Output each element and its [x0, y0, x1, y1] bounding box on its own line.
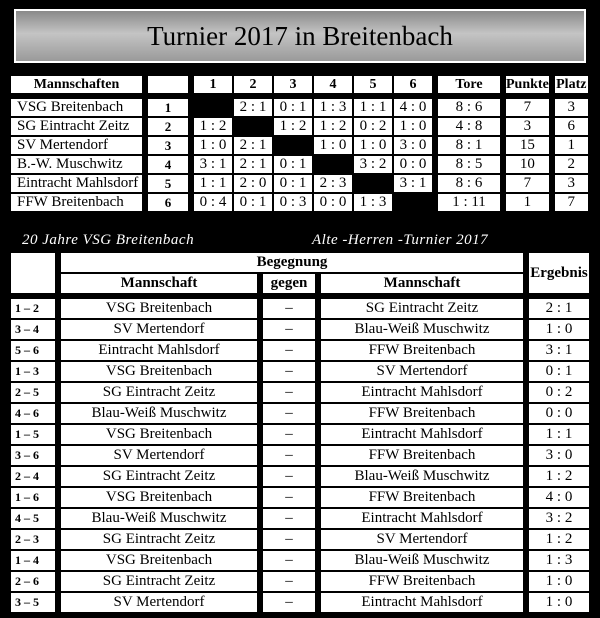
matches-table [10, 252, 590, 613]
match-score: 0 : 1 [273, 155, 313, 174]
away-team: Eintracht Mahlsdorf [320, 508, 524, 529]
team-number: 3 [147, 136, 189, 155]
match-pairing: 1 – 6 [10, 487, 56, 508]
team-name: Eintracht Mahlsdorf [10, 174, 143, 193]
away-team: SV Mertendorf [320, 529, 524, 550]
match-score: 0 : 2 [353, 117, 393, 136]
match-result: 0 : 1 [528, 361, 590, 382]
diagonal-block [313, 155, 353, 174]
match-score: 0 : 4 [193, 193, 233, 212]
match-result: 3 : 1 [528, 340, 590, 361]
header-away-team: Mannschaft [320, 273, 524, 294]
away-team: FFW Breitenbach [320, 403, 524, 424]
match-score: 1 : 2 [193, 117, 233, 136]
match-score: 3 : 2 [353, 155, 393, 174]
team-goals: 8 : 6 [437, 174, 501, 193]
team-number: 5 [147, 174, 189, 193]
team-name: B.-W. Muschwitz [10, 155, 143, 174]
match-row [10, 403, 590, 424]
away-team: FFW Breitenbach [320, 487, 524, 508]
home-team: SV Mertendorf [60, 592, 258, 613]
match-result: 3 : 0 [528, 445, 590, 466]
vs-dash: – [262, 445, 316, 466]
header-opponent-6: 6 [393, 75, 433, 94]
match-result: 2 : 1 [528, 298, 590, 319]
home-team: SV Mertendorf [60, 445, 258, 466]
team-points: 1 [505, 193, 550, 212]
match-score: 0 : 1 [233, 193, 273, 212]
crosstable [10, 75, 589, 212]
diagonal-block [193, 98, 233, 117]
banner-anniversary: 20 Jahre VSG Breitenbach [22, 232, 195, 248]
team-place: 2 [554, 155, 589, 174]
match-result: 1 : 0 [528, 571, 590, 592]
team-place: 6 [554, 117, 589, 136]
vs-dash: – [262, 571, 316, 592]
team-place: 1 [554, 136, 589, 155]
away-team: SV Mertendorf [320, 361, 524, 382]
header-opponent-2: 2 [233, 75, 273, 94]
team-place: 3 [554, 174, 589, 193]
match-score: 1 : 0 [313, 136, 353, 155]
header-points: Punkte [506, 77, 549, 92]
vs-dash: – [262, 298, 316, 319]
match-row [10, 361, 590, 382]
match-score: 1 : 1 [193, 174, 233, 193]
match-score: 2 : 1 [233, 136, 273, 155]
vs-dash: – [262, 466, 316, 487]
match-score: 1 : 0 [353, 136, 393, 155]
away-team: Eintracht Mahlsdorf [320, 424, 524, 445]
away-team: SG Eintracht Zeitz [320, 298, 524, 319]
vs-dash: – [262, 592, 316, 613]
team-number: 1 [147, 98, 189, 117]
match-pairing: 2 – 5 [10, 382, 56, 403]
match-score: 0 : 1 [273, 98, 313, 117]
match-result: 1 : 3 [528, 550, 590, 571]
header-corner [10, 252, 56, 294]
team-name: SV Mertendorf [10, 136, 143, 155]
match-row [10, 340, 590, 361]
team-name: SG Eintracht Zeitz [10, 117, 143, 136]
match-pairing: 4 – 5 [10, 508, 56, 529]
team-number: 4 [147, 155, 189, 174]
team-row [10, 117, 589, 136]
crosstable-header [10, 75, 589, 94]
match-score: 1 : 1 [353, 98, 393, 117]
match-pairing: 1 – 2 [10, 298, 56, 319]
vs-dash: – [262, 340, 316, 361]
match-score: 3 : 1 [393, 174, 433, 193]
vs-dash: – [262, 508, 316, 529]
home-team: VSG Breitenbach [60, 550, 258, 571]
match-score: 0 : 0 [393, 155, 433, 174]
team-points: 7 [505, 98, 550, 117]
match-pairing: 1 – 5 [10, 424, 56, 445]
match-score: 1 : 3 [313, 98, 353, 117]
home-team: SG Eintracht Zeitz [60, 571, 258, 592]
match-pairing: 3 – 5 [10, 592, 56, 613]
match-result: 1 : 0 [528, 319, 590, 340]
match-pairing: 5 – 6 [10, 340, 56, 361]
match-score: 2 : 1 [233, 155, 273, 174]
match-pairing: 2 – 3 [10, 529, 56, 550]
header-opponent-4: 4 [313, 75, 353, 94]
vs-dash: – [262, 361, 316, 382]
match-score: 1 : 0 [393, 117, 433, 136]
match-pairing: 1 – 3 [10, 361, 56, 382]
match-result: 0 : 2 [528, 382, 590, 403]
away-team: FFW Breitenbach [320, 445, 524, 466]
match-row [10, 445, 590, 466]
vs-dash: – [262, 529, 316, 550]
match-score: 2 : 3 [313, 174, 353, 193]
match-row [10, 529, 590, 550]
home-team: VSG Breitenbach [60, 424, 258, 445]
team-name: VSG Breitenbach [10, 98, 143, 117]
team-goals: 8 : 1 [437, 136, 501, 155]
match-row [10, 382, 590, 403]
header-number-blank [147, 75, 189, 94]
match-score: 1 : 2 [273, 117, 313, 136]
match-row [10, 298, 590, 319]
away-team: FFW Breitenbach [320, 340, 524, 361]
home-team: SG Eintracht Zeitz [60, 382, 258, 403]
header-home-team: Mannschaft [60, 273, 258, 294]
header-teams: Mannschaften [10, 75, 143, 94]
home-team: SV Mertendorf [60, 319, 258, 340]
away-team: Blau-Weiß Muschwitz [320, 550, 524, 571]
diagonal-block [353, 174, 393, 193]
match-pairing: 3 – 6 [10, 445, 56, 466]
match-pairing: 2 – 4 [10, 466, 56, 487]
tournament-banner [22, 232, 582, 250]
vs-dash: – [262, 319, 316, 340]
match-score: 2 : 0 [233, 174, 273, 193]
vs-dash: – [262, 424, 316, 445]
away-team: Blau-Weiß Muschwitz [320, 319, 524, 340]
match-score: 0 : 0 [313, 193, 353, 212]
team-goals: 4 : 8 [437, 117, 501, 136]
team-row [10, 155, 589, 174]
header-vs: gegen [262, 273, 316, 294]
team-name: FFW Breitenbach [10, 193, 143, 212]
team-points: 7 [505, 174, 550, 193]
match-score: 3 : 0 [393, 136, 433, 155]
matches-header-top [10, 252, 590, 273]
match-row [10, 571, 590, 592]
vs-dash: – [262, 550, 316, 571]
away-team: FFW Breitenbach [320, 571, 524, 592]
team-place: 7 [554, 193, 589, 212]
away-team: Eintracht Mahlsdorf [320, 382, 524, 403]
match-result: 1 : 1 [528, 424, 590, 445]
home-team: Blau-Weiß Muschwitz [60, 403, 258, 424]
match-score: 0 : 1 [273, 174, 313, 193]
team-row [10, 98, 589, 117]
banner-tournament: Alte -Herren -Turnier 2017 [312, 232, 489, 248]
team-goals: 8 : 5 [437, 155, 501, 174]
home-team: VSG Breitenbach [60, 298, 258, 319]
match-score: 0 : 3 [273, 193, 313, 212]
team-goals: 8 : 6 [437, 98, 501, 117]
match-pairing: 1 – 4 [10, 550, 56, 571]
match-score: 1 : 3 [353, 193, 393, 212]
header-opponent-1: 1 [193, 75, 233, 94]
title-banner [14, 9, 586, 63]
team-row [10, 174, 589, 193]
header-result: Ergebnis [528, 252, 590, 294]
page-title: Turnier 2017 in Breitenbach [147, 20, 453, 51]
match-pairing: 3 – 4 [10, 319, 56, 340]
header-place: Platz [554, 75, 589, 94]
match-row [10, 508, 590, 529]
match-result: 1 : 2 [528, 466, 590, 487]
away-team: Blau-Weiß Muschwitz [320, 466, 524, 487]
match-result: 3 : 2 [528, 508, 590, 529]
away-team: Eintracht Mahlsdorf [320, 592, 524, 613]
vs-dash: – [262, 487, 316, 508]
home-team: Blau-Weiß Muschwitz [60, 508, 258, 529]
diagonal-block [273, 136, 313, 155]
vs-dash: – [262, 403, 316, 424]
header-opponent-5: 5 [353, 75, 393, 94]
match-row [10, 424, 590, 445]
match-score: 2 : 1 [233, 98, 273, 117]
team-row [10, 136, 589, 155]
match-row [10, 592, 590, 613]
match-result: 4 : 0 [528, 487, 590, 508]
team-points: 3 [505, 117, 550, 136]
match-score: 4 : 0 [393, 98, 433, 117]
team-points: 15 [505, 136, 550, 155]
match-pairing: 2 – 6 [10, 571, 56, 592]
match-score: 3 : 1 [193, 155, 233, 174]
vs-dash: – [262, 382, 316, 403]
match-row [10, 319, 590, 340]
home-team: Eintracht Mahlsdorf [60, 340, 258, 361]
home-team: VSG Breitenbach [60, 361, 258, 382]
diagonal-block [233, 117, 273, 136]
team-place: 3 [554, 98, 589, 117]
match-result: 0 : 0 [528, 403, 590, 424]
team-goals: 1 : 11 [437, 193, 501, 212]
header-opponent-3: 3 [273, 75, 313, 94]
match-pairing: 4 – 6 [10, 403, 56, 424]
diagonal-block [393, 193, 433, 212]
match-score: 1 : 0 [193, 136, 233, 155]
team-row [10, 193, 589, 212]
header-goals: Tore [437, 75, 501, 94]
match-row [10, 487, 590, 508]
home-team: SG Eintracht Zeitz [60, 466, 258, 487]
match-result: 1 : 0 [528, 592, 590, 613]
match-result: 1 : 2 [528, 529, 590, 550]
team-number: 6 [147, 193, 189, 212]
team-number: 2 [147, 117, 189, 136]
match-score: 1 : 2 [313, 117, 353, 136]
home-team: VSG Breitenbach [60, 487, 258, 508]
home-team: SG Eintracht Zeitz [60, 529, 258, 550]
match-row [10, 466, 590, 487]
header-encounter: Begegnung [60, 252, 524, 273]
matches-header [10, 273, 590, 294]
match-row [10, 550, 590, 571]
team-points: 10 [505, 155, 550, 174]
